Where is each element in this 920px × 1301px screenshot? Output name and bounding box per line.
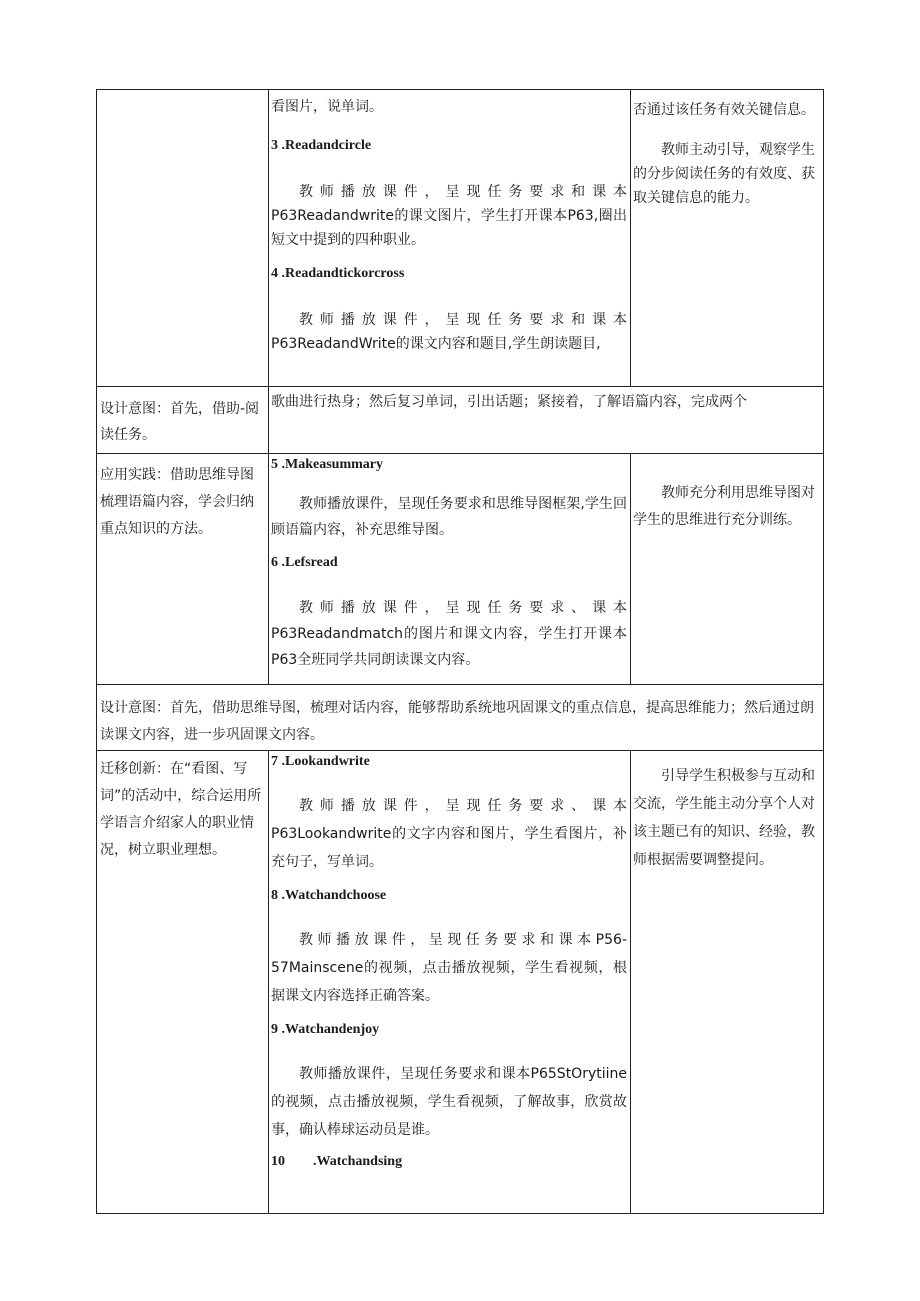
- table-border-bottom: [96, 1213, 824, 1214]
- step5-text: 教师播放课件，呈现任务要求和思维导图框架,学生回顾语篇内容，补充思维导图。: [271, 496, 627, 538]
- row3-left-text: 迁移创新：在“看图、写词”的活动中，综合运用所学语言介绍家人的职业情况，树立职业理想。: [100, 761, 262, 858]
- step8-title: 8 .Watchandchoose: [271, 888, 387, 903]
- row1-left-cell: [100, 92, 264, 382]
- row2-activity-cell: [271, 455, 627, 681]
- row3-activity-cell: [271, 752, 627, 1210]
- intent2-text: 设计意图：首先，借助思维导图，梳理对话内容，能够帮助系统地巩固课文的重点信息，提高思维能力；然后通过朗读课文内容，进一步巩固课文内容。: [100, 700, 814, 743]
- intent1-right-cell: [271, 391, 821, 421]
- step7-text: 教师播放课件，呈现任务要求、课本P63Lookandwrite的文字内容和图片，学生看图片，补充句子，写单词。: [271, 798, 627, 870]
- step4-title: 4 .Readandtickorcross: [271, 266, 405, 281]
- row3-eval-text: 引导学生积极参与互动和交流，学生能主动分享个人对该主题已有的知识、经验，教师根据需要调整提问。: [633, 768, 815, 868]
- table-border-row2-bottom: [96, 684, 824, 685]
- column-divider-1-intent1: [268, 386, 269, 454]
- column-divider-1-row2: [268, 453, 269, 685]
- step5-title: 5 .Makeasummary: [271, 457, 383, 472]
- step6-text: 教师播放课件，呈现任务要求、课本P63Readandmatch的图片和课文内容，学生打开课本P63全班同学共同朗读课文内容。: [271, 600, 627, 668]
- row2-evaluation-cell: [633, 480, 821, 680]
- step6-title: 6 .Lefsread: [271, 555, 338, 570]
- row1-eval-text-2: 教师主动引导，观察学生的分步阅读任务的有效度、获取关键信息的能力。: [633, 142, 815, 206]
- intent1-left-text: 设计意图：首先，借助-阅读任务。: [100, 401, 260, 443]
- column-divider-2-row3: [630, 750, 631, 1214]
- step3-text: 教师播放课件，呈现任务要求和课本P63Readandwrite的课文图片，学生打开课本P63,圈出短文中提到的四种职业。: [271, 184, 627, 248]
- table-border-row1-bottom: [96, 386, 824, 387]
- step7-title: 7 .Lookandwrite: [271, 754, 370, 769]
- row2-eval-text: 教师充分利用思维导图对学生的思维进行充分训练。: [633, 485, 815, 528]
- row1-evaluation-cell: [633, 98, 821, 383]
- table-border-intent1-bottom: [96, 453, 824, 454]
- row1-activity-cell: [271, 96, 627, 383]
- column-divider-2-row1: [630, 89, 631, 387]
- row2-left-cell: [100, 462, 266, 682]
- step10-title: 10 .Watchandsing: [271, 1154, 403, 1169]
- row3-evaluation-cell: [633, 762, 821, 1210]
- row1-intro-text: 看图片，说单词。: [271, 99, 383, 115]
- table-border-right: [823, 89, 824, 1214]
- table-border-left: [96, 89, 97, 1214]
- table-border-top: [96, 89, 824, 90]
- step3-title: 3 .Readandcircle: [271, 138, 372, 153]
- row3-left-cell: [100, 756, 268, 1210]
- row1-eval-text-1: 否通过该任务有效关键信息。: [633, 102, 815, 118]
- step9-text: 教师播放课件，呈现任务要求和课本P65StOrytiine的视频，点击播放视频，学生看视频，了解故事，欣赏故事，确认棒球运动员是谁。: [271, 1066, 627, 1138]
- column-divider-1-row1: [268, 89, 269, 387]
- row2-left-text: 应用实践：借助思维导图梳理语篇内容，学会归纳重点知识的方法。: [100, 467, 254, 537]
- column-divider-1-row3: [268, 750, 269, 1214]
- intent2-cell: [100, 695, 820, 749]
- step4-text: 教师播放课件，呈现任务要求和课本P63ReadandWrite的课文内容和题目,学生朗读题目,: [271, 312, 627, 352]
- step9-title: 9 .Watchandenjoy: [271, 1022, 380, 1037]
- table-border-intent2-bottom: [96, 750, 824, 751]
- column-divider-2-row2: [630, 453, 631, 685]
- step8-text: 教师播放课件，呈现任务要求和课本P56-57Mainscene的视频，点击播放视频，学生看视频，根据课文内容选择正确答案。: [271, 932, 627, 1004]
- intent1-left-cell: [100, 396, 266, 452]
- intent1-right-text: 歌曲进行热身；然后复习单词，引出话题；紧接着，了解语篇内容，完成两个: [271, 394, 747, 410]
